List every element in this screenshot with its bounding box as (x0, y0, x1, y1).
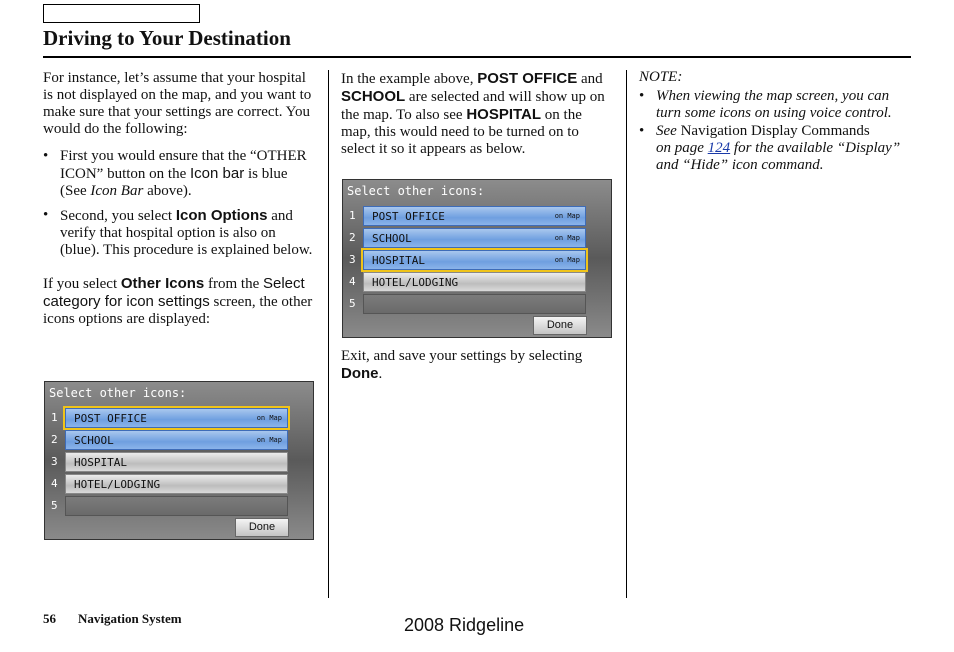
note-list (639, 88, 901, 174)
screen-2 (342, 179, 612, 338)
column-divider-2 (626, 70, 627, 598)
option-empty (363, 294, 586, 314)
exit-paragraph: Exit, and save your settings by selecting Done. (341, 348, 583, 382)
option-hotel-lodging[interactable]: HOTEL/LODGING (65, 474, 288, 494)
note-heading: NOTE: (639, 69, 683, 85)
list-item: • When viewing the map screen, you can turn some icons on using voice control. (639, 88, 892, 121)
page-number: 56 (43, 611, 56, 626)
option-hotel-lodging[interactable]: HOTEL/LODGING (363, 272, 586, 292)
option-school[interactable]: SCHOOL on Map (65, 430, 288, 450)
list-item: • Second, you select Icon Options and verify that hospital option is also on (blue). This procedure is explained below. (43, 207, 313, 258)
row-number: 1 (349, 209, 356, 222)
option-school[interactable]: SCHOOL on Map (363, 228, 586, 248)
done-button[interactable]: Done (533, 316, 587, 335)
title-rule (43, 56, 911, 58)
list-item: • See Navigation Display Commands on page 124 for the available “Display” and “Hide” icon command. (639, 123, 901, 173)
other-icons-paragraph: If you select Other Icons from the Select category for icon settings screen, the other icons options are displayed: (43, 275, 313, 327)
option-post-office[interactable]: POST OFFICE on Map (65, 408, 288, 428)
option-hospital[interactable]: HOSPITAL (65, 452, 288, 472)
row-number: 2 (51, 433, 58, 446)
header-box (43, 4, 200, 23)
row-number: 3 (349, 253, 356, 266)
option-empty (65, 496, 288, 516)
option-hospital[interactable]: HOSPITAL on Map (363, 250, 586, 270)
column-3 (639, 69, 901, 184)
row-number: 5 (51, 499, 58, 512)
page-link[interactable]: 124 (707, 140, 731, 156)
row-number: 5 (349, 297, 356, 310)
intro-paragraph: For instance, let’s assume that your hospital is not displayed on the map, and you want to make sure that your settings are correct. You would do the following: (43, 70, 312, 137)
screen-title: Select other icons: (49, 386, 187, 400)
row-number: 3 (51, 455, 58, 468)
column-2 (341, 70, 613, 168)
row-number: 2 (349, 231, 356, 244)
row-number: 4 (51, 477, 58, 490)
column-1 (43, 70, 315, 338)
list-item: • First you would ensure that the “OTHER ICON” button on the Icon bar is blue (See Icon Bar above). (43, 148, 307, 199)
screen-1 (44, 381, 314, 540)
done-button[interactable]: Done (235, 518, 289, 537)
example-paragraph: In the example above, POST OFFICE and SCHOOL are selected and will show up on the map. To also see HOSPITAL on the map, this would need to be turned on to select it so it appears as below. (341, 70, 605, 157)
section-name: Navigation System (78, 611, 182, 626)
page-title: Driving to Your Destination (43, 26, 291, 50)
model-name: 2008 Ridgeline (404, 615, 525, 635)
option-post-office[interactable]: POST OFFICE on Map (363, 206, 586, 226)
screen-title: Select other icons: (347, 184, 485, 198)
column-2-bottom (341, 348, 613, 393)
row-number: 4 (349, 275, 356, 288)
column-divider-1 (328, 70, 329, 598)
steps-list (43, 148, 315, 259)
row-number: 1 (51, 411, 58, 424)
